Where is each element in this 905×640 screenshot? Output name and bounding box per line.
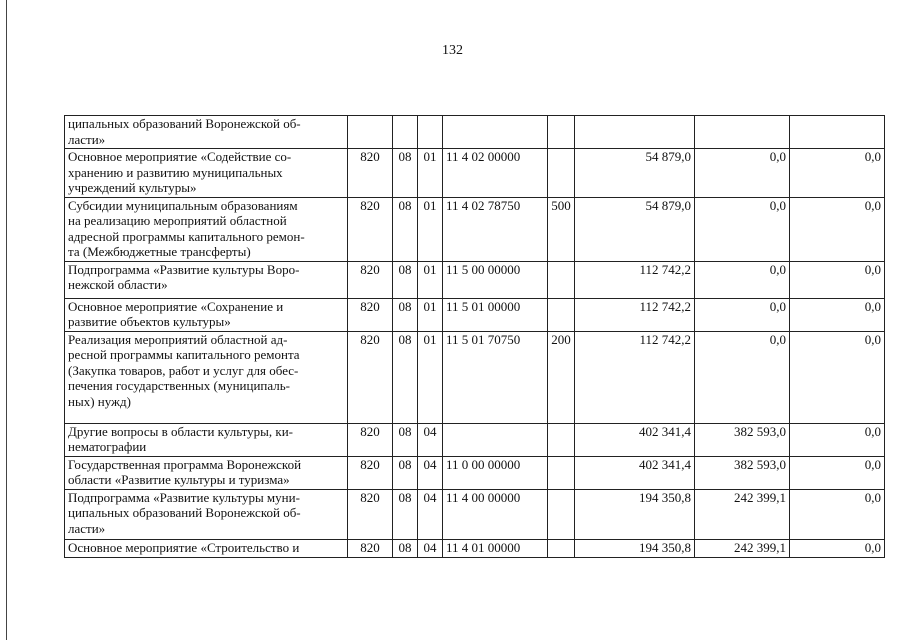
row-subsection-cell: 01: [418, 261, 443, 298]
row-expense-type-cell: [548, 116, 575, 149]
row-year1-amount-cell: 112 742,2: [575, 298, 695, 331]
row-target-article-cell: 11 0 00 00000: [443, 456, 548, 489]
row-name-cell: ципальных образований Воронежской об- ласти»: [65, 116, 348, 149]
table-row: [65, 298, 885, 331]
row-year2-amount-cell: 0,0: [695, 197, 790, 261]
row-name-cell: Государственная программа Воронежской области «Развитие культуры и туризма»: [65, 456, 348, 489]
row-target-article-cell: 11 5 00 00000: [443, 261, 548, 298]
row-name-cell: Реализация мероприятий областной ад- ресной программы капитального ремонта (Закупка товаров, работ и услуг для обес- печения государственных (муниципаль- ных) нужд): [65, 331, 348, 423]
row-subsection-cell: 01: [418, 331, 443, 423]
table-row: [65, 423, 885, 456]
row-year2-amount-cell: 0,0: [695, 149, 790, 198]
row-grbs-cell: 820: [348, 539, 393, 557]
row-name-cell: Основное мероприятие «Содействие со- хранению и развитию муниципальных учреждений культуры»: [65, 149, 348, 198]
row-year2-amount-cell: 0,0: [695, 261, 790, 298]
row-target-article-cell: 11 5 01 00000: [443, 298, 548, 331]
row-expense-type-cell: [548, 149, 575, 198]
row-target-article-cell: 11 4 00 00000: [443, 489, 548, 539]
row-section-cell: 08: [393, 331, 418, 423]
row-year2-amount-cell: 382 593,0: [695, 423, 790, 456]
row-expense-type-cell: [548, 539, 575, 557]
row-section-cell: [393, 116, 418, 149]
table-row: [65, 456, 885, 489]
row-year3-amount-cell: 0,0: [790, 456, 885, 489]
row-year2-amount-cell: 0,0: [695, 298, 790, 331]
row-name-cell: Основное мероприятие «Строительство и: [65, 539, 348, 557]
row-grbs-cell: 820: [348, 149, 393, 198]
row-grbs-cell: [348, 116, 393, 149]
row-name-cell: Другие вопросы в области культуры, ки- нематографии: [65, 423, 348, 456]
row-section-cell: 08: [393, 539, 418, 557]
budget-table: [64, 115, 885, 558]
row-subsection-cell: 04: [418, 423, 443, 456]
row-target-article-cell: 11 4 01 00000: [443, 539, 548, 557]
row-year2-amount-cell: 242 399,1: [695, 539, 790, 557]
row-expense-type-cell: [548, 261, 575, 298]
table-row: [65, 149, 885, 198]
page-number: 132: [442, 43, 463, 58]
row-section-cell: 08: [393, 456, 418, 489]
row-year2-amount-cell: 242 399,1: [695, 489, 790, 539]
row-name-cell: Субсидии муниципальным образованиям на реализацию мероприятий областной адресной программы капитального ремон- та (Межбюджетные трансферты): [65, 197, 348, 261]
row-subsection-cell: 04: [418, 489, 443, 539]
row-year1-amount-cell: 194 350,8: [575, 489, 695, 539]
row-section-cell: 08: [393, 489, 418, 539]
row-subsection-cell: 01: [418, 197, 443, 261]
row-year3-amount-cell: [790, 116, 885, 149]
row-year3-amount-cell: 0,0: [790, 261, 885, 298]
row-name-cell: Подпрограмма «Развитие культуры Воро- нежской области»: [65, 261, 348, 298]
row-year3-amount-cell: 0,0: [790, 423, 885, 456]
row-section-cell: 08: [393, 261, 418, 298]
row-target-article-cell: 11 4 02 00000: [443, 149, 548, 198]
row-subsection-cell: 04: [418, 539, 443, 557]
row-grbs-cell: 820: [348, 331, 393, 423]
row-target-article-cell: [443, 423, 548, 456]
row-year1-amount-cell: 112 742,2: [575, 331, 695, 423]
budget-table-body: [65, 116, 885, 558]
row-subsection-cell: [418, 116, 443, 149]
row-grbs-cell: 820: [348, 261, 393, 298]
row-subsection-cell: 04: [418, 456, 443, 489]
row-year3-amount-cell: 0,0: [790, 331, 885, 423]
row-year2-amount-cell: 382 593,0: [695, 456, 790, 489]
page-edge-line: [6, 0, 7, 640]
row-section-cell: 08: [393, 149, 418, 198]
row-grbs-cell: 820: [348, 197, 393, 261]
table-row: [65, 116, 885, 149]
row-expense-type-cell: [548, 456, 575, 489]
row-year3-amount-cell: 0,0: [790, 489, 885, 539]
row-expense-type-cell: [548, 489, 575, 539]
row-expense-type-cell: 500: [548, 197, 575, 261]
row-year1-amount-cell: 194 350,8: [575, 539, 695, 557]
table-row: [65, 539, 885, 557]
table-row: [65, 261, 885, 298]
row-year1-amount-cell: 402 341,4: [575, 456, 695, 489]
row-grbs-cell: 820: [348, 298, 393, 331]
table-row: [65, 331, 885, 423]
row-year3-amount-cell: 0,0: [790, 539, 885, 557]
table-row: [65, 197, 885, 261]
row-grbs-cell: 820: [348, 423, 393, 456]
row-year1-amount-cell: 112 742,2: [575, 261, 695, 298]
row-grbs-cell: 820: [348, 456, 393, 489]
table-row: [65, 489, 885, 539]
row-year3-amount-cell: 0,0: [790, 298, 885, 331]
row-year3-amount-cell: 0,0: [790, 149, 885, 198]
row-year1-amount-cell: 54 879,0: [575, 149, 695, 198]
row-year2-amount-cell: [695, 116, 790, 149]
row-name-cell: Подпрограмма «Развитие культуры муни- ципальных образований Воронежской об- ласти»: [65, 489, 348, 539]
row-expense-type-cell: 200: [548, 331, 575, 423]
row-name-cell: Основное мероприятие «Сохранение и развитие объектов культуры»: [65, 298, 348, 331]
row-subsection-cell: 01: [418, 149, 443, 198]
row-expense-type-cell: [548, 298, 575, 331]
row-expense-type-cell: [548, 423, 575, 456]
row-target-article-cell: [443, 116, 548, 149]
row-year1-amount-cell: 54 879,0: [575, 197, 695, 261]
row-section-cell: 08: [393, 298, 418, 331]
row-year1-amount-cell: [575, 116, 695, 149]
row-subsection-cell: 01: [418, 298, 443, 331]
row-grbs-cell: 820: [348, 489, 393, 539]
row-section-cell: 08: [393, 423, 418, 456]
row-year3-amount-cell: 0,0: [790, 197, 885, 261]
row-section-cell: 08: [393, 197, 418, 261]
row-year1-amount-cell: 402 341,4: [575, 423, 695, 456]
row-target-article-cell: 11 5 01 70750: [443, 331, 548, 423]
row-year2-amount-cell: 0,0: [695, 331, 790, 423]
row-target-article-cell: 11 4 02 78750: [443, 197, 548, 261]
